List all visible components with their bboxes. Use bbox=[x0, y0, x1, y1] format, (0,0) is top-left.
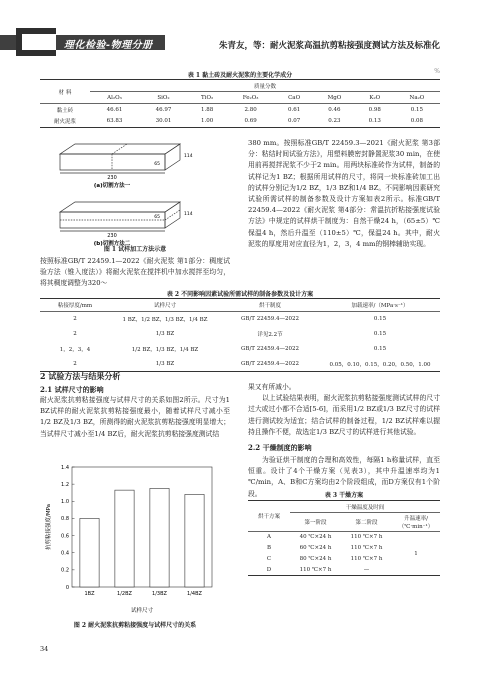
table-row bbox=[40, 116, 440, 128]
y-tick-label: 1.0 bbox=[61, 499, 69, 506]
table3-cell: D bbox=[266, 566, 272, 573]
table-row bbox=[248, 532, 440, 543]
table1-cell: 0.23 bbox=[328, 118, 341, 125]
fig1a-label: (a)切割方法一 bbox=[93, 183, 131, 189]
x-tick-label: 1/4BZ bbox=[187, 591, 202, 597]
table3-cell: 110 ℃×7 h bbox=[299, 566, 332, 573]
table1-col: MgO bbox=[313, 92, 356, 104]
figure2-bar-chart bbox=[40, 462, 230, 622]
table2-cell: 2 bbox=[73, 316, 77, 323]
table2-col: 烘干制度 bbox=[220, 299, 320, 312]
fig1b-label: (b)切割方法二 bbox=[93, 241, 131, 247]
paragraph-size-effect: 耐火泥浆抗剪粘接强度与试样尺寸的关系如图2所示。尺寸为1 BZ试样的耐火泥浆抗剪粘接强度最小，随着试样尺寸减小至1/2 BZ及1/3 BZ，所测得的耐火泥浆抗剪粘接强度明显增大；当试样尺寸减小至1/4 BZ后，耐火泥浆抗剪粘接强度测试结 bbox=[40, 396, 230, 438]
table3-cell: C bbox=[266, 556, 272, 562]
table3-cell: 110 ℃×7 h bbox=[350, 556, 383, 562]
paragraph-size-conclusion bbox=[248, 382, 440, 438]
paragraph-size-result: 以上试验结果表明，耐火泥浆抗剪粘接强度测试试样的尺寸过大或过小都不合适[5-6]，而采用1/2 BZ或1/3 BZ尺寸的试样进行测试较为适宜；结合试样的制备过程，1/2 BZ试样难以握持且操作不便，故选定1/3 BZ尺寸的试样进行其他试验。 bbox=[248, 394, 440, 436]
table1-col: K₂O bbox=[356, 92, 394, 104]
table2-cell: 1/2 BZ，1/3 BZ，1/4 BZ bbox=[131, 347, 199, 353]
table1-cell: 63.83 bbox=[106, 118, 123, 125]
table2 bbox=[40, 298, 440, 372]
paragraph-prep-cont: 380 mm。按照标准GB/T 22459.3—2021《耐火泥浆 第3部分：粘结时间试验方法》，用塑料膜密封静置泥浆30 min，在使用前再搅拌泥浆不少于2 min。用两块标准砖作为试样，制备的试样记为1 BZ；根据所用试样的尺寸，将同一块标准砖加工出的试样分别记为1/2 BZ，1/3 BZ和1/4 BZ。不同影响因素研究试验所需试样的制备参数及设计方案如表2所示。标准GB/T 22459.4—2022《耐火泥浆 第4部分：常温抗折粘接强度试验方法》中规定的试样烘干制度为：自然干燥24 h，（65±5）℃保温4 h，然后升温至（110±5）℃，保温24 h。其中，耐火泥浆的厚度用对应直径为1，2，3，4 mm的钢棒辅助实现。 bbox=[248, 139, 440, 248]
table1-cell: 1.88 bbox=[188, 104, 226, 116]
table1-cell: 30.01 bbox=[155, 118, 172, 125]
table3-cell: 110 ℃×7 h bbox=[350, 534, 383, 541]
table2-col: 粘接厚度/mm bbox=[40, 299, 110, 312]
figure1-brick-schematic bbox=[40, 140, 230, 252]
paragraph-drying: 为验证烘干制度的合理和高效性，每隔1 h称量试样，直至恒重。设计了4个干燥方案（见表3），其中升温速率均为1 ℃/min，A、B和C方案均由2个阶段组成，而D方案仅有1个阶段。 bbox=[248, 456, 440, 498]
fig1a-width: 114 bbox=[184, 154, 193, 159]
table1-cell: 0.61 bbox=[275, 104, 313, 116]
table1 bbox=[40, 79, 440, 128]
fig1b-length: 230 bbox=[107, 233, 117, 239]
table3-col-scheme: 烘干方案 bbox=[248, 501, 290, 532]
y-tick-label: 0.8 bbox=[61, 516, 69, 523]
table-row bbox=[40, 342, 440, 357]
table-row bbox=[40, 357, 440, 372]
section-heading-2-2: 2.2 干燥制度的影响 bbox=[248, 443, 312, 452]
table2-cell: GB/T 22459.4—2022 bbox=[241, 360, 299, 367]
chart-ylabel: 抗剪粘接强度/MPa bbox=[46, 503, 52, 551]
section-heading-2-1: 2.1 试样尺寸的影响 bbox=[40, 385, 104, 394]
table1-col: Fe₂O₃ bbox=[226, 92, 275, 104]
x-tick-label: 1BZ bbox=[84, 591, 95, 597]
y-tick-label: 0.6 bbox=[61, 533, 69, 540]
table1-cell: 0.15 bbox=[394, 104, 440, 116]
table1-cell: 0.46 bbox=[313, 104, 356, 116]
fig1b-width: 114 bbox=[184, 212, 193, 217]
table3-col-stage2: 第二阶段 bbox=[341, 513, 392, 532]
fig1b-height: 65 bbox=[154, 215, 160, 220]
table2-cell: 详见2.2节 bbox=[257, 332, 283, 338]
figure2-caption: 图 2 耐火泥浆抗剪粘接强度与试样尺寸的关系 bbox=[73, 622, 197, 629]
figure1-caption: 图 1 试样加工方法示意 bbox=[103, 246, 167, 253]
table3-col-rate: 升温速率/（℃·min⁻¹） bbox=[392, 513, 440, 532]
y-tick-label: 1.4 bbox=[61, 464, 69, 471]
table1-col: Al₂O₃ bbox=[90, 92, 139, 104]
table3-caption: 表 3 干燥方案 bbox=[324, 492, 364, 499]
table1-cell: 0.69 bbox=[244, 118, 257, 125]
table1-cell: 0.13 bbox=[368, 118, 381, 125]
y-tick-label: 1.2 bbox=[61, 481, 69, 488]
table2-cell: 1/3 BZ bbox=[155, 360, 175, 367]
table3-cell: 40 ℃×24 h bbox=[299, 534, 332, 541]
table-row bbox=[40, 104, 440, 116]
journal-logo-icon bbox=[16, 28, 56, 56]
table1-caption: 表 1 黏土砖及耐火泥浆的主要化学成分 bbox=[187, 72, 293, 79]
table1-cell: 46.97 bbox=[139, 104, 188, 116]
table2-col: 试样尺寸 bbox=[110, 299, 220, 312]
table3-cell: 80 ℃×24 h bbox=[299, 556, 332, 562]
table3 bbox=[248, 500, 440, 576]
table2-cell: 0.15 bbox=[373, 346, 387, 352]
table1-cell: 0.98 bbox=[356, 104, 394, 116]
table2-cell: 2 bbox=[73, 360, 77, 367]
section-heading-2: 2 试验方法与结果分析 bbox=[40, 371, 121, 381]
table3-cell: 60 ℃×24 h bbox=[299, 545, 332, 551]
table1-col-material: 材 料 bbox=[40, 80, 90, 104]
table1-cell: 2.80 bbox=[226, 104, 275, 116]
table2-caption: 表 2 不同影响因素试验所需试样的制备参数及设计方案 bbox=[166, 291, 314, 298]
table3-rate-cell: 1 bbox=[414, 550, 418, 557]
journal-name: 理化检验-物理分册 bbox=[64, 40, 153, 51]
table1-cell: 0.08 bbox=[410, 118, 424, 125]
table2-cell: 1 BZ，1/2 BZ，1/3 BZ，1/4 BZ bbox=[122, 317, 208, 324]
page-header bbox=[0, 0, 480, 58]
bar-2 bbox=[150, 488, 169, 587]
x-tick-label: 1/3BZ bbox=[152, 591, 167, 597]
table2-cell: 0.05，0.10，0.15，0.20，0.50，1.00 bbox=[329, 361, 431, 368]
table3-cell: A bbox=[267, 534, 271, 541]
table1-col: TiO₂ bbox=[188, 92, 226, 104]
table3-col-stage1: 第一阶段 bbox=[290, 513, 341, 532]
table2-cell: 0.15 bbox=[373, 331, 387, 337]
page-number: 34 bbox=[40, 645, 49, 653]
table1-group-header: 质量分数 bbox=[90, 80, 440, 92]
chart-xlabel: 试样尺寸 bbox=[130, 608, 154, 614]
table-row bbox=[40, 312, 440, 327]
fig1a-length: 230 bbox=[107, 175, 117, 181]
y-tick-label: 0.2 bbox=[61, 567, 69, 574]
table1-col: SiO₂ bbox=[139, 92, 188, 104]
bar-1 bbox=[115, 490, 134, 587]
table3-cell: B bbox=[266, 545, 272, 551]
table1-cell: 1.00 bbox=[200, 118, 214, 125]
table2-cell: 2 bbox=[73, 331, 77, 337]
table1-col: CaO bbox=[275, 92, 313, 104]
table2-cell: GB/T 22459.4—2022 bbox=[241, 346, 299, 352]
running-title: 朱青友，等：耐火泥浆高温抗剪粘接强度测试方法及标准化 bbox=[218, 41, 440, 51]
fig1a-height: 65 bbox=[154, 162, 160, 167]
table2-cell: GB/T 22459.4—2022 bbox=[241, 316, 299, 323]
x-tick-label: 1/2BZ bbox=[117, 591, 132, 597]
table1-cell: 耐火泥浆 bbox=[53, 119, 76, 126]
table3-cell: 110 ℃×7 h bbox=[350, 545, 383, 551]
table3-group-header: 干燥温度及时间 bbox=[290, 501, 440, 513]
table1-col: Na₂O bbox=[394, 92, 440, 104]
table2-cell: 0.15 bbox=[373, 316, 387, 323]
table1-cell: 黏土砖 bbox=[40, 104, 90, 116]
table-row bbox=[40, 327, 440, 342]
paragraph-size-cont: 果又有所减小。 bbox=[248, 383, 296, 391]
table1-cell: 46.61 bbox=[90, 104, 139, 116]
table2-cell: 1，2，3，4 bbox=[59, 347, 91, 353]
paragraph-prep: 按照标准GB/T 22459.1—2022《耐火泥浆 第1部分：稠度试验方法（锥入度法）》将耐火泥浆在搅拌机中加水搅拌至均匀，将其稠度调整为320～ bbox=[40, 257, 230, 288]
table2-col: 加载速率/（MPa·s⁻¹） bbox=[320, 299, 440, 312]
table1-cell: 0.07 bbox=[287, 118, 301, 125]
y-tick-label: 0 bbox=[65, 584, 69, 591]
bar-3 bbox=[185, 494, 204, 587]
table1-unit: % bbox=[434, 68, 440, 75]
table3-cell: — bbox=[363, 566, 370, 573]
y-tick-label: 0.4 bbox=[61, 550, 69, 557]
bar-0 bbox=[80, 518, 99, 587]
table2-cell: 1/3 BZ bbox=[155, 331, 175, 337]
